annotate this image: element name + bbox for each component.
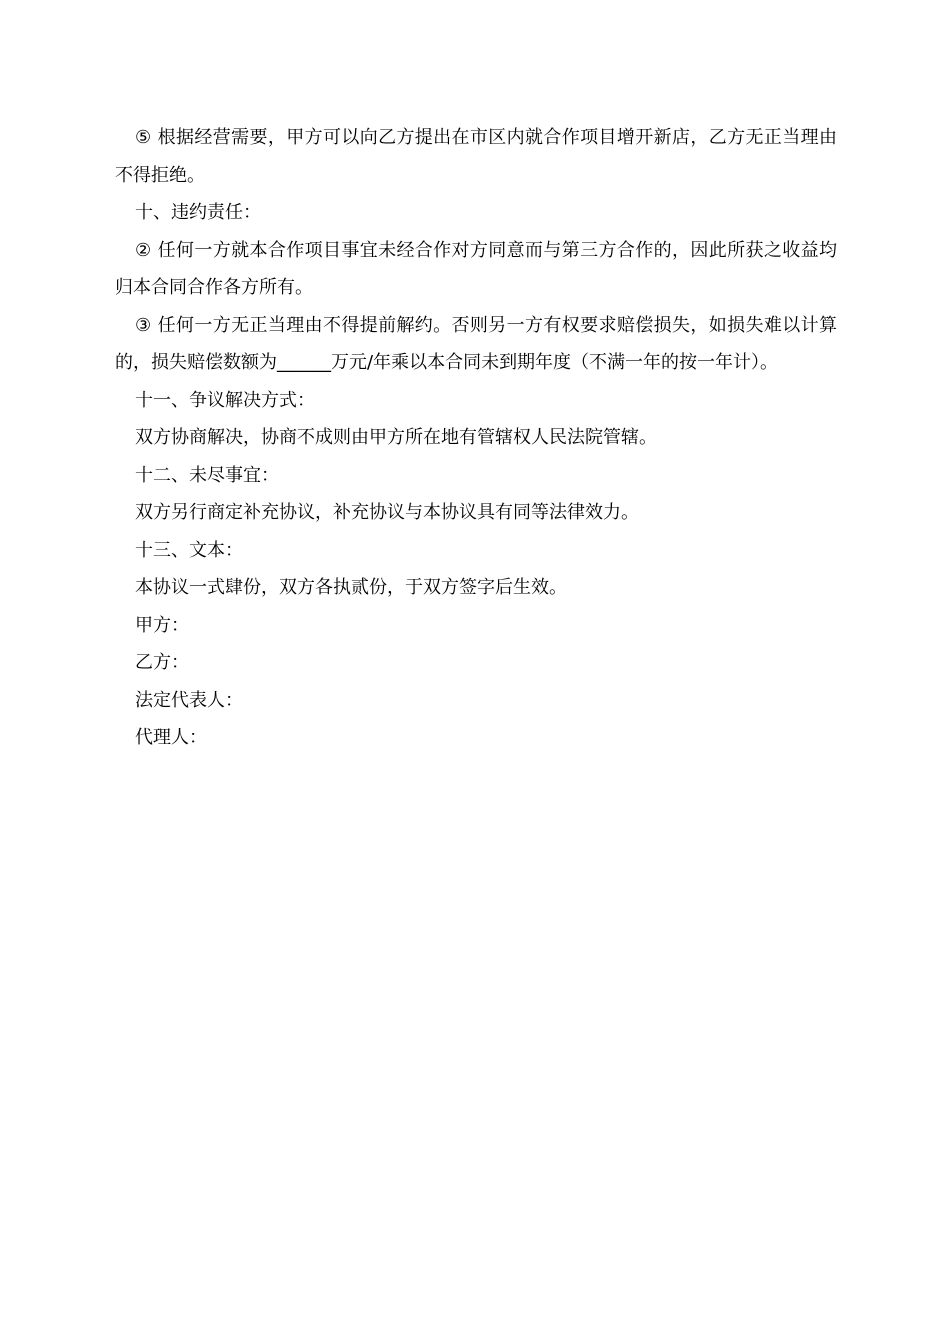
section-heading-outstanding-matters: 十二、未尽事宜： xyxy=(135,464,279,486)
signature-party-b: 乙方： xyxy=(135,652,189,673)
clause-5-new-store: ⑤ 根据经营需要，甲方可以向乙方提出在市区内就合作项目增开新店，乙方无正当理由不得拒绝。 xyxy=(115,127,837,186)
outstanding-matters-text: 双方另行商定补充协议，补充协议与本协议具有同等法律效力。 xyxy=(135,502,639,523)
section-heading-breach-liability: 十、违约责任： xyxy=(135,202,261,223)
clause-2-third-party-cooperation: ② 任何一方就本合作项目事宜未经合作对方同意而与第三方合作的，因此所获之收益均归本合同合作各方所有。 xyxy=(115,239,837,298)
section-heading-dispute-resolution: 十一、争议解决方式： xyxy=(135,389,315,411)
signature-agent: 代理人： xyxy=(135,727,207,748)
dispute-resolution-text: 双方协商解决，协商不成则由甲方所在地有管辖权人民法院管辖。 xyxy=(135,427,657,448)
signature-party-a: 甲方： xyxy=(135,614,189,636)
signature-legal-representative: 法定代表人： xyxy=(135,689,243,711)
section-heading-copies: 十三、文本： xyxy=(135,539,243,561)
document-page xyxy=(115,119,837,757)
copies-text: 本协议一式肆份，双方各执贰份，于双方签字后生效。 xyxy=(135,577,567,598)
clause-3-early-termination: ③ 任何一方无正当理由不得提前解约。否则另一方有权要求赔偿损失，如损失难以计算的，损失赔偿数额为______万元/年乘以本合同未到期年度（不满一年的按一年计）。 xyxy=(115,314,837,373)
